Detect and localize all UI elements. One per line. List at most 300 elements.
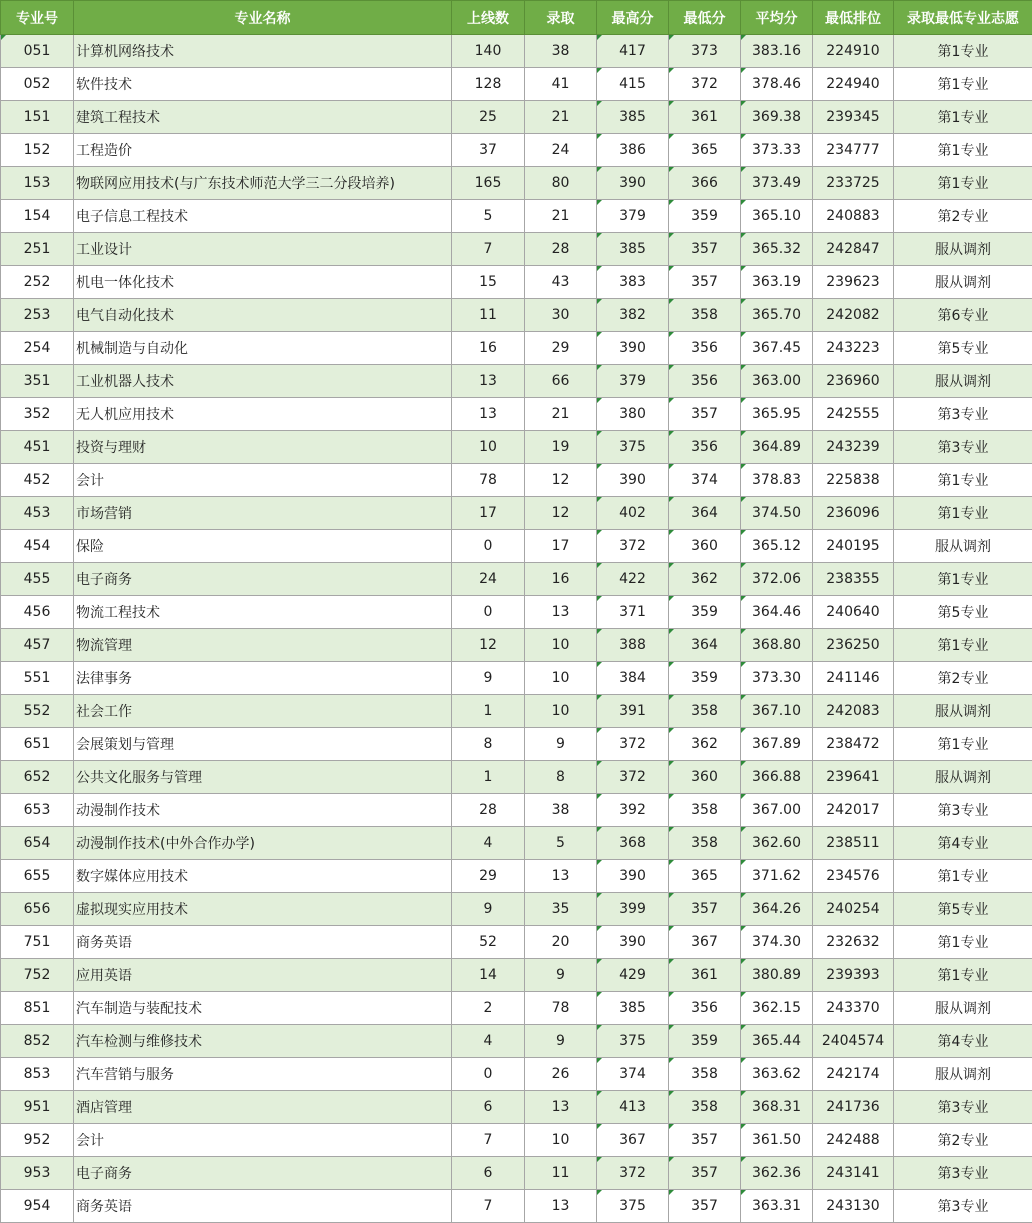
lowest-rank-cell: 239623 xyxy=(813,266,894,299)
header-qualified-count: 上线数 xyxy=(452,1,525,35)
lowest-score-cell: 358 xyxy=(669,827,741,860)
major-name-cell: 应用英语 xyxy=(74,959,452,992)
header-row xyxy=(1,1,1032,35)
major-name-cell: 市场营销 xyxy=(74,497,452,530)
qualified-count-cell: 6 xyxy=(452,1157,525,1190)
lowest-rank-cell: 238355 xyxy=(813,563,894,596)
table-row xyxy=(1,332,1032,365)
lowest-rank-cell: 232632 xyxy=(813,926,894,959)
average-score-cell: 365.95 xyxy=(741,398,813,431)
qualified-count-cell: 13 xyxy=(452,365,525,398)
lowest-preference-cell: 服从调剂 xyxy=(894,761,1032,794)
major-code-cell: 551 xyxy=(1,662,74,695)
major-code-cell: 051 xyxy=(1,35,74,68)
lowest-preference-cell: 第1专业 xyxy=(894,860,1032,893)
highest-score-cell: 385 xyxy=(597,992,669,1025)
header-major-code: 专业号 xyxy=(1,1,74,35)
lowest-preference-cell: 第1专业 xyxy=(894,926,1032,959)
lowest-score-cell: 365 xyxy=(669,860,741,893)
major-name-cell: 会计 xyxy=(74,464,452,497)
table-row xyxy=(1,662,1032,695)
major-name-cell: 汽车制造与装配技术 xyxy=(74,992,452,1025)
table-row xyxy=(1,761,1032,794)
admitted-count-cell: 43 xyxy=(525,266,597,299)
major-code-cell: 953 xyxy=(1,1157,74,1190)
lowest-preference-cell: 第1专业 xyxy=(894,101,1032,134)
average-score-cell: 363.00 xyxy=(741,365,813,398)
average-score-cell: 365.44 xyxy=(741,1025,813,1058)
major-code-cell: 552 xyxy=(1,695,74,728)
admitted-count-cell: 13 xyxy=(525,1091,597,1124)
admitted-count-cell: 13 xyxy=(525,860,597,893)
lowest-preference-cell: 第3专业 xyxy=(894,1157,1032,1190)
lowest-rank-cell: 242083 xyxy=(813,695,894,728)
major-code-cell: 254 xyxy=(1,332,74,365)
lowest-score-cell: 358 xyxy=(669,1058,741,1091)
highest-score-cell: 429 xyxy=(597,959,669,992)
admitted-count-cell: 9 xyxy=(525,1025,597,1058)
lowest-score-cell: 356 xyxy=(669,431,741,464)
lowest-preference-cell: 第3专业 xyxy=(894,1190,1032,1223)
average-score-cell: 363.19 xyxy=(741,266,813,299)
average-score-cell: 373.49 xyxy=(741,167,813,200)
header-lowest-rank: 最低排位 xyxy=(813,1,894,35)
highest-score-cell: 379 xyxy=(597,365,669,398)
table-row xyxy=(1,1025,1032,1058)
lowest-preference-cell: 第1专业 xyxy=(894,563,1032,596)
highest-score-cell: 371 xyxy=(597,596,669,629)
table-row xyxy=(1,530,1032,563)
admitted-count-cell: 11 xyxy=(525,1157,597,1190)
lowest-preference-cell: 第1专业 xyxy=(894,728,1032,761)
lowest-preference-cell: 服从调剂 xyxy=(894,266,1032,299)
qualified-count-cell: 0 xyxy=(452,596,525,629)
lowest-rank-cell: 236250 xyxy=(813,629,894,662)
table-row xyxy=(1,959,1032,992)
major-code-cell: 954 xyxy=(1,1190,74,1223)
header-lowest-score: 最低分 xyxy=(669,1,741,35)
average-score-cell: 369.38 xyxy=(741,101,813,134)
lowest-rank-cell: 243370 xyxy=(813,992,894,1025)
lowest-rank-cell: 242555 xyxy=(813,398,894,431)
highest-score-cell: 375 xyxy=(597,1025,669,1058)
table-body xyxy=(1,35,1032,1223)
major-code-cell: 451 xyxy=(1,431,74,464)
admitted-count-cell: 20 xyxy=(525,926,597,959)
major-code-cell: 752 xyxy=(1,959,74,992)
major-code-cell: 655 xyxy=(1,860,74,893)
lowest-rank-cell: 2404574 xyxy=(813,1025,894,1058)
highest-score-cell: 390 xyxy=(597,332,669,365)
major-code-cell: 153 xyxy=(1,167,74,200)
table-row xyxy=(1,860,1032,893)
major-code-cell: 654 xyxy=(1,827,74,860)
lowest-score-cell: 357 xyxy=(669,398,741,431)
highest-score-cell: 372 xyxy=(597,761,669,794)
lowest-score-cell: 364 xyxy=(669,629,741,662)
lowest-preference-cell: 服从调剂 xyxy=(894,233,1032,266)
highest-score-cell: 379 xyxy=(597,200,669,233)
highest-score-cell: 374 xyxy=(597,1058,669,1091)
lowest-preference-cell: 第2专业 xyxy=(894,200,1032,233)
admitted-count-cell: 38 xyxy=(525,35,597,68)
lowest-score-cell: 358 xyxy=(669,1091,741,1124)
lowest-preference-cell: 第5专业 xyxy=(894,893,1032,926)
major-name-cell: 电气自动化技术 xyxy=(74,299,452,332)
table-row xyxy=(1,431,1032,464)
lowest-score-cell: 356 xyxy=(669,992,741,1025)
major-code-cell: 951 xyxy=(1,1091,74,1124)
lowest-preference-cell: 第5专业 xyxy=(894,332,1032,365)
lowest-preference-cell: 第1专业 xyxy=(894,134,1032,167)
qualified-count-cell: 16 xyxy=(452,332,525,365)
lowest-score-cell: 361 xyxy=(669,959,741,992)
average-score-cell: 367.45 xyxy=(741,332,813,365)
major-name-cell: 法律事务 xyxy=(74,662,452,695)
highest-score-cell: 413 xyxy=(597,1091,669,1124)
major-code-cell: 154 xyxy=(1,200,74,233)
lowest-score-cell: 361 xyxy=(669,101,741,134)
admitted-count-cell: 10 xyxy=(525,662,597,695)
average-score-cell: 364.26 xyxy=(741,893,813,926)
highest-score-cell: 390 xyxy=(597,167,669,200)
table-row xyxy=(1,695,1032,728)
admitted-count-cell: 10 xyxy=(525,695,597,728)
major-name-cell: 计算机网络技术 xyxy=(74,35,452,68)
average-score-cell: 364.89 xyxy=(741,431,813,464)
admitted-count-cell: 35 xyxy=(525,893,597,926)
major-name-cell: 虚拟现实应用技术 xyxy=(74,893,452,926)
admitted-count-cell: 38 xyxy=(525,794,597,827)
lowest-preference-cell: 服从调剂 xyxy=(894,992,1032,1025)
header-admitted-count: 录取 xyxy=(525,1,597,35)
lowest-rank-cell: 224910 xyxy=(813,35,894,68)
lowest-rank-cell: 238511 xyxy=(813,827,894,860)
average-score-cell: 362.15 xyxy=(741,992,813,1025)
lowest-preference-cell: 第3专业 xyxy=(894,398,1032,431)
lowest-rank-cell: 233725 xyxy=(813,167,894,200)
highest-score-cell: 391 xyxy=(597,695,669,728)
table-row xyxy=(1,167,1032,200)
lowest-score-cell: 367 xyxy=(669,926,741,959)
admitted-count-cell: 66 xyxy=(525,365,597,398)
major-name-cell: 商务英语 xyxy=(74,1190,452,1223)
header-average-score: 平均分 xyxy=(741,1,813,35)
table-row xyxy=(1,35,1032,68)
table-row xyxy=(1,992,1032,1025)
average-score-cell: 368.31 xyxy=(741,1091,813,1124)
lowest-score-cell: 359 xyxy=(669,200,741,233)
admitted-count-cell: 41 xyxy=(525,68,597,101)
average-score-cell: 378.83 xyxy=(741,464,813,497)
highest-score-cell: 415 xyxy=(597,68,669,101)
qualified-count-cell: 9 xyxy=(452,893,525,926)
lowest-preference-cell: 第1专业 xyxy=(894,167,1032,200)
average-score-cell: 383.16 xyxy=(741,35,813,68)
lowest-rank-cell: 240640 xyxy=(813,596,894,629)
qualified-count-cell: 5 xyxy=(452,200,525,233)
average-score-cell: 371.62 xyxy=(741,860,813,893)
major-name-cell: 汽车检测与维修技术 xyxy=(74,1025,452,1058)
table-row xyxy=(1,266,1032,299)
major-name-cell: 动漫制作技术(中外合作办学) xyxy=(74,827,452,860)
major-name-cell: 工业设计 xyxy=(74,233,452,266)
major-name-cell: 汽车营销与服务 xyxy=(74,1058,452,1091)
major-name-cell: 电子信息工程技术 xyxy=(74,200,452,233)
average-score-cell: 367.00 xyxy=(741,794,813,827)
major-name-cell: 社会工作 xyxy=(74,695,452,728)
admitted-count-cell: 9 xyxy=(525,959,597,992)
average-score-cell: 372.06 xyxy=(741,563,813,596)
average-score-cell: 364.46 xyxy=(741,596,813,629)
lowest-preference-cell: 第1专业 xyxy=(894,464,1032,497)
lowest-score-cell: 358 xyxy=(669,299,741,332)
table-row xyxy=(1,893,1032,926)
major-name-cell: 机电一体化技术 xyxy=(74,266,452,299)
table-row xyxy=(1,1190,1032,1223)
lowest-preference-cell: 服从调剂 xyxy=(894,695,1032,728)
highest-score-cell: 390 xyxy=(597,464,669,497)
qualified-count-cell: 1 xyxy=(452,695,525,728)
average-score-cell: 365.70 xyxy=(741,299,813,332)
qualified-count-cell: 25 xyxy=(452,101,525,134)
lowest-rank-cell: 241736 xyxy=(813,1091,894,1124)
lowest-score-cell: 358 xyxy=(669,794,741,827)
qualified-count-cell: 28 xyxy=(452,794,525,827)
lowest-preference-cell: 第3专业 xyxy=(894,431,1032,464)
average-score-cell: 361.50 xyxy=(741,1124,813,1157)
lowest-score-cell: 356 xyxy=(669,365,741,398)
admitted-count-cell: 30 xyxy=(525,299,597,332)
lowest-score-cell: 359 xyxy=(669,662,741,695)
lowest-score-cell: 357 xyxy=(669,1190,741,1223)
lowest-score-cell: 364 xyxy=(669,497,741,530)
highest-score-cell: 372 xyxy=(597,1157,669,1190)
qualified-count-cell: 4 xyxy=(452,827,525,860)
major-code-cell: 251 xyxy=(1,233,74,266)
lowest-preference-cell: 第3专业 xyxy=(894,794,1032,827)
major-name-cell: 酒店管理 xyxy=(74,1091,452,1124)
major-name-cell: 物联网应用技术(与广东技术师范大学三二分段培养) xyxy=(74,167,452,200)
lowest-rank-cell: 242847 xyxy=(813,233,894,266)
lowest-preference-cell: 第4专业 xyxy=(894,1025,1032,1058)
average-score-cell: 380.89 xyxy=(741,959,813,992)
average-score-cell: 367.89 xyxy=(741,728,813,761)
admitted-count-cell: 17 xyxy=(525,530,597,563)
major-name-cell: 建筑工程技术 xyxy=(74,101,452,134)
lowest-rank-cell: 236960 xyxy=(813,365,894,398)
lowest-preference-cell: 第4专业 xyxy=(894,827,1032,860)
table-row xyxy=(1,1058,1032,1091)
major-code-cell: 653 xyxy=(1,794,74,827)
lowest-rank-cell: 225838 xyxy=(813,464,894,497)
qualified-count-cell: 11 xyxy=(452,299,525,332)
header-lowest-preference: 录取最低专业志愿 xyxy=(894,1,1032,35)
major-name-cell: 软件技术 xyxy=(74,68,452,101)
lowest-rank-cell: 242082 xyxy=(813,299,894,332)
qualified-count-cell: 7 xyxy=(452,1190,525,1223)
table-row xyxy=(1,134,1032,167)
header-highest-score: 最高分 xyxy=(597,1,669,35)
qualified-count-cell: 29 xyxy=(452,860,525,893)
lowest-score-cell: 362 xyxy=(669,563,741,596)
average-score-cell: 362.36 xyxy=(741,1157,813,1190)
major-name-cell: 无人机应用技术 xyxy=(74,398,452,431)
table-row xyxy=(1,794,1032,827)
qualified-count-cell: 8 xyxy=(452,728,525,761)
lowest-rank-cell: 239393 xyxy=(813,959,894,992)
lowest-rank-cell: 242174 xyxy=(813,1058,894,1091)
table-row xyxy=(1,101,1032,134)
major-code-cell: 453 xyxy=(1,497,74,530)
lowest-score-cell: 360 xyxy=(669,761,741,794)
lowest-score-cell: 373 xyxy=(669,35,741,68)
admitted-count-cell: 19 xyxy=(525,431,597,464)
admitted-count-cell: 9 xyxy=(525,728,597,761)
lowest-rank-cell: 224940 xyxy=(813,68,894,101)
average-score-cell: 373.33 xyxy=(741,134,813,167)
qualified-count-cell: 140 xyxy=(452,35,525,68)
highest-score-cell: 368 xyxy=(597,827,669,860)
highest-score-cell: 375 xyxy=(597,1190,669,1223)
lowest-preference-cell: 服从调剂 xyxy=(894,365,1032,398)
lowest-preference-cell: 第6专业 xyxy=(894,299,1032,332)
qualified-count-cell: 128 xyxy=(452,68,525,101)
admitted-count-cell: 21 xyxy=(525,101,597,134)
average-score-cell: 374.50 xyxy=(741,497,813,530)
highest-score-cell: 399 xyxy=(597,893,669,926)
lowest-rank-cell: 234777 xyxy=(813,134,894,167)
lowest-preference-cell: 第2专业 xyxy=(894,1124,1032,1157)
major-name-cell: 物流工程技术 xyxy=(74,596,452,629)
lowest-score-cell: 358 xyxy=(669,695,741,728)
major-code-cell: 851 xyxy=(1,992,74,1025)
admitted-count-cell: 21 xyxy=(525,200,597,233)
lowest-rank-cell: 239345 xyxy=(813,101,894,134)
admitted-count-cell: 10 xyxy=(525,1124,597,1157)
lowest-preference-cell: 第3专业 xyxy=(894,1091,1032,1124)
qualified-count-cell: 2 xyxy=(452,992,525,1025)
lowest-preference-cell: 第1专业 xyxy=(894,629,1032,662)
admitted-count-cell: 21 xyxy=(525,398,597,431)
major-name-cell: 保险 xyxy=(74,530,452,563)
highest-score-cell: 390 xyxy=(597,926,669,959)
admitted-count-cell: 5 xyxy=(525,827,597,860)
admitted-count-cell: 12 xyxy=(525,464,597,497)
lowest-score-cell: 357 xyxy=(669,266,741,299)
table-row xyxy=(1,827,1032,860)
lowest-rank-cell: 243223 xyxy=(813,332,894,365)
qualified-count-cell: 9 xyxy=(452,662,525,695)
average-score-cell: 363.31 xyxy=(741,1190,813,1223)
qualified-count-cell: 13 xyxy=(452,398,525,431)
major-name-cell: 动漫制作技术 xyxy=(74,794,452,827)
lowest-rank-cell: 238472 xyxy=(813,728,894,761)
lowest-rank-cell: 236096 xyxy=(813,497,894,530)
lowest-preference-cell: 第1专业 xyxy=(894,497,1032,530)
table-row xyxy=(1,365,1032,398)
admitted-count-cell: 13 xyxy=(525,596,597,629)
major-code-cell: 656 xyxy=(1,893,74,926)
major-name-cell: 机械制造与自动化 xyxy=(74,332,452,365)
average-score-cell: 365.12 xyxy=(741,530,813,563)
qualified-count-cell: 7 xyxy=(452,1124,525,1157)
major-name-cell: 数字媒体应用技术 xyxy=(74,860,452,893)
major-name-cell: 会计 xyxy=(74,1124,452,1157)
admitted-count-cell: 26 xyxy=(525,1058,597,1091)
major-code-cell: 456 xyxy=(1,596,74,629)
header-major-name: 专业名称 xyxy=(74,1,452,35)
lowest-score-cell: 357 xyxy=(669,1124,741,1157)
lowest-score-cell: 357 xyxy=(669,233,741,266)
lowest-rank-cell: 240883 xyxy=(813,200,894,233)
qualified-count-cell: 78 xyxy=(452,464,525,497)
admitted-count-cell: 29 xyxy=(525,332,597,365)
highest-score-cell: 385 xyxy=(597,101,669,134)
lowest-score-cell: 374 xyxy=(669,464,741,497)
table-row xyxy=(1,1157,1032,1190)
lowest-score-cell: 357 xyxy=(669,893,741,926)
average-score-cell: 374.30 xyxy=(741,926,813,959)
admitted-count-cell: 10 xyxy=(525,629,597,662)
lowest-score-cell: 359 xyxy=(669,1025,741,1058)
major-name-cell: 工程造价 xyxy=(74,134,452,167)
highest-score-cell: 372 xyxy=(597,728,669,761)
qualified-count-cell: 0 xyxy=(452,530,525,563)
qualified-count-cell: 17 xyxy=(452,497,525,530)
major-code-cell: 454 xyxy=(1,530,74,563)
qualified-count-cell: 37 xyxy=(452,134,525,167)
highest-score-cell: 382 xyxy=(597,299,669,332)
lowest-preference-cell: 第5专业 xyxy=(894,596,1032,629)
qualified-count-cell: 0 xyxy=(452,1058,525,1091)
major-name-cell: 电子商务 xyxy=(74,563,452,596)
table-row xyxy=(1,200,1032,233)
highest-score-cell: 417 xyxy=(597,35,669,68)
qualified-count-cell: 14 xyxy=(452,959,525,992)
qualified-count-cell: 6 xyxy=(452,1091,525,1124)
admitted-count-cell: 80 xyxy=(525,167,597,200)
admitted-count-cell: 13 xyxy=(525,1190,597,1223)
major-name-cell: 工业机器人技术 xyxy=(74,365,452,398)
lowest-score-cell: 356 xyxy=(669,332,741,365)
lowest-rank-cell: 242488 xyxy=(813,1124,894,1157)
major-code-cell: 452 xyxy=(1,464,74,497)
admitted-count-cell: 16 xyxy=(525,563,597,596)
table-row xyxy=(1,1091,1032,1124)
average-score-cell: 373.30 xyxy=(741,662,813,695)
table-row xyxy=(1,68,1032,101)
major-code-cell: 852 xyxy=(1,1025,74,1058)
lowest-rank-cell: 243130 xyxy=(813,1190,894,1223)
qualified-count-cell: 52 xyxy=(452,926,525,959)
average-score-cell: 367.10 xyxy=(741,695,813,728)
table-row xyxy=(1,497,1032,530)
major-code-cell: 751 xyxy=(1,926,74,959)
major-code-cell: 651 xyxy=(1,728,74,761)
lowest-rank-cell: 239641 xyxy=(813,761,894,794)
major-code-cell: 352 xyxy=(1,398,74,431)
major-code-cell: 952 xyxy=(1,1124,74,1157)
lowest-preference-cell: 第2专业 xyxy=(894,662,1032,695)
lowest-preference-cell: 服从调剂 xyxy=(894,1058,1032,1091)
qualified-count-cell: 4 xyxy=(452,1025,525,1058)
admitted-count-cell: 8 xyxy=(525,761,597,794)
average-score-cell: 363.62 xyxy=(741,1058,813,1091)
average-score-cell: 378.46 xyxy=(741,68,813,101)
admitted-count-cell: 78 xyxy=(525,992,597,1025)
qualified-count-cell: 165 xyxy=(452,167,525,200)
